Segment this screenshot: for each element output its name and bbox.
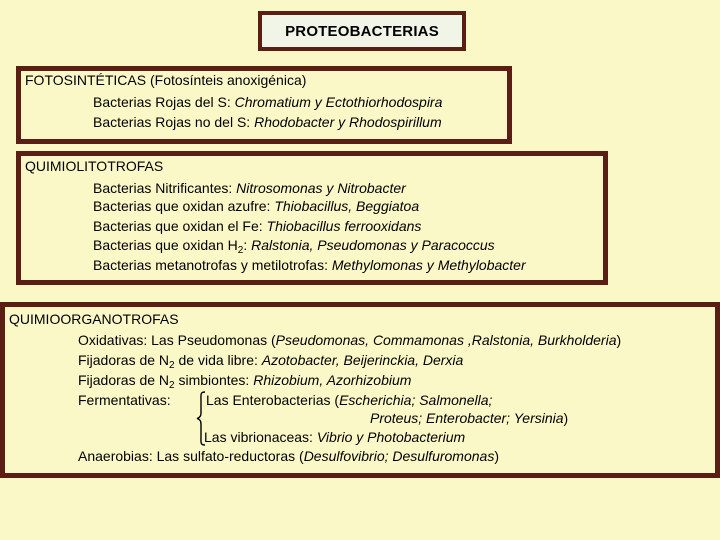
fijadoras-simbiontes-line [78,371,411,389]
foto-line-2-species: Rhodobacter y Rhodospirillum [254,114,442,130]
fijadoras-libre-line [78,351,463,369]
fermentativas-line-1-label: Las Enterobacterias ( [206,392,340,408]
fijadoras-libre-subscript: 2 [169,360,175,371]
quimiolito-line-3 [93,217,421,235]
fermentativas-line-2-species: Proteus; Enterobacter; Yersinia [370,410,564,426]
quimiolito-line-1 [93,179,406,197]
anaerobias-species: Desulfovibrio; Desulfuromonas [303,448,495,464]
quimiolito-line-4-species: Ralstonia, Pseudomonas y Paracoccus [251,237,495,253]
quimioorganotrofas-heading: QUIMIOORGANOTROFAS [9,311,179,327]
fijadoras-simbiontes-label: Fijadoras de N [78,372,170,388]
fotosinteticas-heading: FOTOSINTÉTICAS [25,72,147,88]
oxidativas-label: Oxidativas: Las Pseudomonas ( [78,332,276,348]
quimiolito-line-3-label: Bacterias que oxidan el Fe: [93,218,267,234]
quimiolitotrofas-heading: QUIMIOLITOTROFAS [25,158,164,174]
oxidativas-close: ) [616,332,622,348]
quimiolito-line-2-species: Thiobacillus, Beggiatoa [274,198,420,214]
quimiolito-line-4-subscript: 2 [237,245,244,256]
fijadoras-libre-label: Fijadoras de N [78,352,170,368]
quimiolito-line-4 [93,236,495,254]
fermentativas-line-3 [204,428,465,446]
quimiolito-line-2-label: Bacterias que oxidan azufre: [93,198,275,214]
foto-line-2 [93,113,442,131]
quimiolito-line-3-species: Thiobacillus ferrooxidans [266,218,422,234]
title-box [258,11,466,51]
quimiolito-line-1-label: Bacterias Nitrificantes: [93,180,237,196]
fermentativas-line-3-species: Vibrio y Photobacterium [316,429,466,445]
quimiolito-line-4-label: Bacterias que oxidan H [93,237,238,253]
foto-line-1-label: Bacterias Rojas del S: [93,94,235,110]
quimiolito-line-5-species: Methylomonas y Methylobacter [331,257,526,273]
quimiolito-line-4-colon: : [243,237,252,253]
anaerobias-label: Anaerobias: Las sulfato-reductoras ( [78,448,304,464]
fijadoras-simbiontes-mid: simbiontes: [174,372,254,388]
anaerobias-line [78,447,499,465]
fijadoras-simbiontes-species: Rhizobium, Azorhizobium [253,372,412,388]
fermentativas-label: Fermentativas: [78,392,171,408]
fermentativas-line-1-species: Escherichia; Salmonella; [339,392,493,408]
fermentativas-line-1 [206,391,492,409]
quimiolito-line-2 [93,197,419,215]
oxidativas-species: Pseudomonas, Commamonas ,Ralstonia, Burkholderia [275,332,617,348]
page-title: PROTEOBACTERIAS [285,22,439,40]
quimiolito-line-1-species: Nitrosomonas y Nitrobacter [236,180,406,196]
fotosinteticas-note: (Fotosínteis anoxigénica) [146,72,307,88]
fijadoras-simbiontes-subscript: 2 [169,380,175,391]
fijadoras-libre-mid: de vida libre: [174,352,262,368]
foto-line-2-label: Bacterias Rojas no del S: [93,114,255,130]
oxidativas-line [78,331,621,349]
foto-line-1 [93,93,442,111]
fermentativas-line-2 [370,409,568,427]
foto-line-1-species: Chromatium y Ectothiorhodospira [234,94,443,110]
fermentativas-line-3-label: Las vibrionaceas: [204,429,317,445]
fermentativas-line-2-close: ) [563,410,569,426]
quimiolito-line-5 [93,256,526,274]
quimiolito-line-5-label: Bacterias metanotrofas y metilotrofas: [93,257,332,273]
anaerobias-close: ) [494,448,499,464]
fotosinteticas-heading-line [25,71,306,89]
fijadoras-libre-species: Azotobacter, Beijerinckia, Derxia [261,352,464,368]
